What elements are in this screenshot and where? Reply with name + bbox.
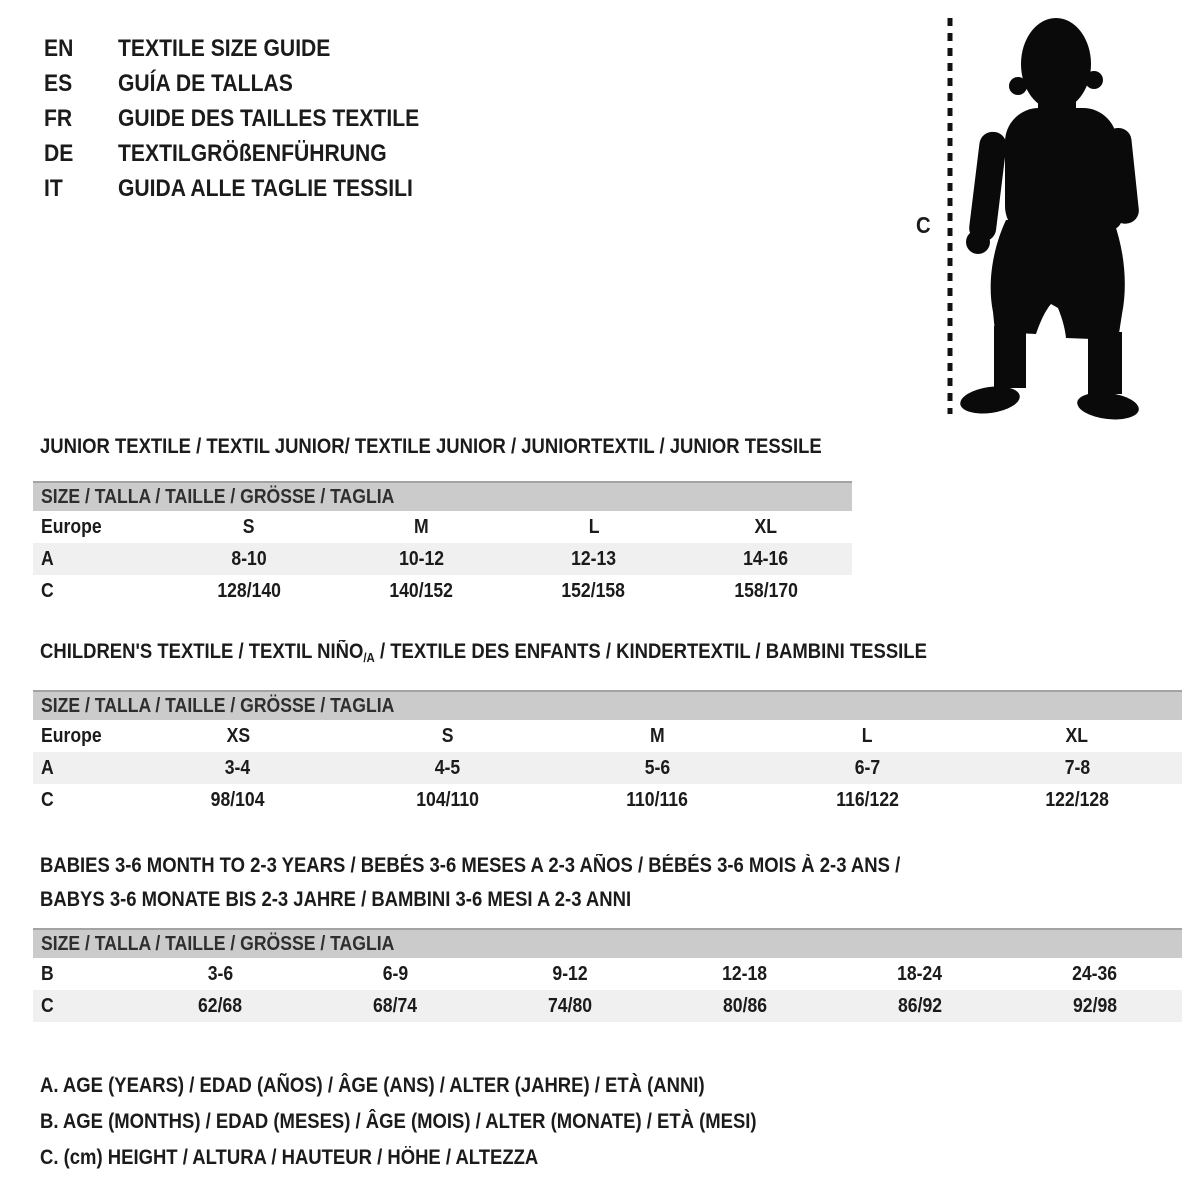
size-cell: M — [414, 515, 429, 538]
language-row — [44, 171, 460, 206]
language-title: GUIDE DES TAILLES TEXTILE — [118, 104, 420, 132]
language-code: DE — [44, 139, 74, 167]
children-section-title — [40, 640, 1048, 665]
size-cell: L — [588, 515, 600, 538]
height-cell: 122/128 — [1045, 788, 1109, 811]
height-cell: 68/74 — [373, 994, 418, 1017]
language-title: TEXTILE SIZE GUIDE — [118, 34, 331, 62]
language-title: GUIDA ALLE TAGLIE TESSILI — [118, 174, 413, 202]
table-row-europe — [33, 511, 852, 543]
row-label: C — [41, 579, 54, 602]
table-row-age — [33, 543, 852, 575]
legend-line-a — [40, 1068, 854, 1104]
age-cell: 12-18 — [722, 962, 768, 985]
height-measure-label: C — [916, 212, 931, 238]
height-cell: 128/140 — [217, 579, 281, 602]
language-code: ES — [44, 69, 73, 97]
language-row — [44, 136, 460, 171]
age-cell: 3-4 — [225, 756, 251, 779]
height-cell: 74/80 — [548, 994, 593, 1017]
table-row-height — [33, 990, 1182, 1022]
toddler-silhouette-icon — [890, 8, 1160, 420]
size-cell: M — [650, 724, 665, 747]
height-cell: 158/170 — [734, 579, 798, 602]
size-cell: S — [441, 724, 454, 747]
toddler-silhouette — [958, 18, 1140, 420]
size-cell: XL — [1065, 724, 1089, 747]
size-table-header — [33, 928, 1182, 958]
size-table-header-text: SIZE / TALLA / TAILLE / GRÖSSE / TAGLIA — [41, 694, 395, 717]
legend-text-c: C. (cm) HEIGHT / ALTURA / HAUTEUR / HÖHE / ALTEZZA — [40, 1146, 539, 1169]
table-row-age — [33, 752, 1182, 784]
size-table-header-text: SIZE / TALLA / TAILLE / GRÖSSE / TAGLIA — [41, 932, 395, 955]
row-label: C — [41, 994, 54, 1017]
measure-legend — [40, 1068, 854, 1176]
language-row — [44, 31, 460, 66]
language-code: FR — [44, 104, 73, 132]
height-cell: 86/92 — [897, 994, 942, 1017]
size-cell: XL — [754, 515, 778, 538]
age-cell: 7-8 — [1064, 756, 1090, 779]
language-row — [44, 101, 460, 136]
row-label: A — [41, 756, 54, 779]
junior-section-title — [40, 435, 928, 459]
children-title-main: CHILDREN'S TEXTILE / TEXTIL NIÑO — [40, 640, 364, 663]
row-label: Europe — [41, 515, 102, 538]
height-cell: 152/158 — [561, 579, 626, 602]
age-cell: 14-16 — [743, 547, 789, 570]
language-title: GUÍA DE TALLAS — [118, 69, 293, 97]
babies-section-title — [40, 849, 1018, 917]
height-cell: 92/98 — [1072, 994, 1117, 1017]
height-cell: 104/110 — [416, 788, 480, 811]
age-cell: 6-9 — [382, 962, 408, 985]
age-cell: 8-10 — [231, 547, 267, 570]
language-title-list — [44, 31, 460, 206]
row-label: A — [41, 547, 54, 570]
children-title-sub: /A — [363, 650, 375, 665]
junior-section-title-text: JUNIOR TEXTILE / TEXTIL JUNIOR/ TEXTILE JUNIOR / JUNIORTEXTIL / JUNIOR TESSILE — [40, 435, 822, 458]
language-title: TEXTILGRÖßENFÜHRUNG — [118, 139, 387, 167]
height-cell: 80/86 — [722, 994, 767, 1017]
height-cell: 62/68 — [198, 994, 243, 1017]
row-label: B — [41, 962, 54, 985]
legend-text-b: B. AGE (MONTHS) / EDAD (MESES) / ÂGE (MOIS) / ALTER (MONATE) / ETÀ (MESI) — [40, 1110, 757, 1133]
age-cell: 10-12 — [398, 547, 444, 570]
age-cell: 4-5 — [434, 756, 461, 779]
age-cell: 18-24 — [897, 962, 943, 985]
language-code: EN — [44, 34, 74, 62]
age-cell: 9-12 — [552, 962, 588, 985]
table-row-height — [33, 784, 1182, 816]
height-cell: 110/116 — [626, 788, 689, 811]
age-cell: 3-6 — [207, 962, 234, 985]
row-label: Europe — [41, 724, 102, 747]
size-cell: S — [243, 515, 255, 538]
babies-title-line1: BABIES 3-6 MONTH TO 2-3 YEARS / BEBÉS 3-6 MESES A 2-3 AÑOS / BÉBÉS 3-6 MOIS À 2-3 ANS / — [40, 854, 901, 877]
children-title-rest: / TEXTILE DES ENFANTS / KINDERTEXTIL / BAMBINI TESSILE — [374, 640, 927, 663]
table-row-age-months — [33, 958, 1182, 990]
size-table-header-text: SIZE / TALLA / TAILLE / GRÖSSE / TAGLIA — [41, 485, 395, 508]
age-cell: 24-36 — [1072, 962, 1118, 985]
age-cell: 6-7 — [854, 756, 880, 779]
table-row-europe — [33, 720, 1182, 752]
children-section-title-text — [40, 640, 927, 665]
height-cell: 116/122 — [835, 788, 899, 811]
age-cell: 12-13 — [571, 547, 617, 570]
height-cell: 98/104 — [210, 788, 265, 811]
size-table-header — [33, 690, 1182, 720]
language-code: IT — [44, 174, 63, 202]
age-cell: 5-6 — [644, 756, 671, 779]
babies-size-table — [33, 928, 1182, 1022]
language-row — [44, 66, 460, 101]
junior-size-table — [33, 481, 852, 607]
row-label: C — [41, 788, 54, 811]
legend-line-b — [40, 1104, 854, 1140]
legend-text-a: A. AGE (YEARS) / EDAD (AÑOS) / ÂGE (ANS) / ALTER (JAHRE) / ETÀ (ANNI) — [40, 1074, 705, 1097]
size-cell: L — [861, 724, 873, 747]
table-row-height — [33, 575, 852, 607]
size-cell: XS — [226, 724, 250, 747]
size-table-header — [33, 481, 852, 511]
children-size-table — [33, 690, 1182, 816]
babies-title-line2: BABYS 3-6 MONATE BIS 2-3 JAHRE / BAMBINI 3-6 MESI A 2-3 ANNI — [40, 888, 632, 911]
height-cell: 140/152 — [389, 579, 454, 602]
legend-line-c — [40, 1140, 854, 1176]
